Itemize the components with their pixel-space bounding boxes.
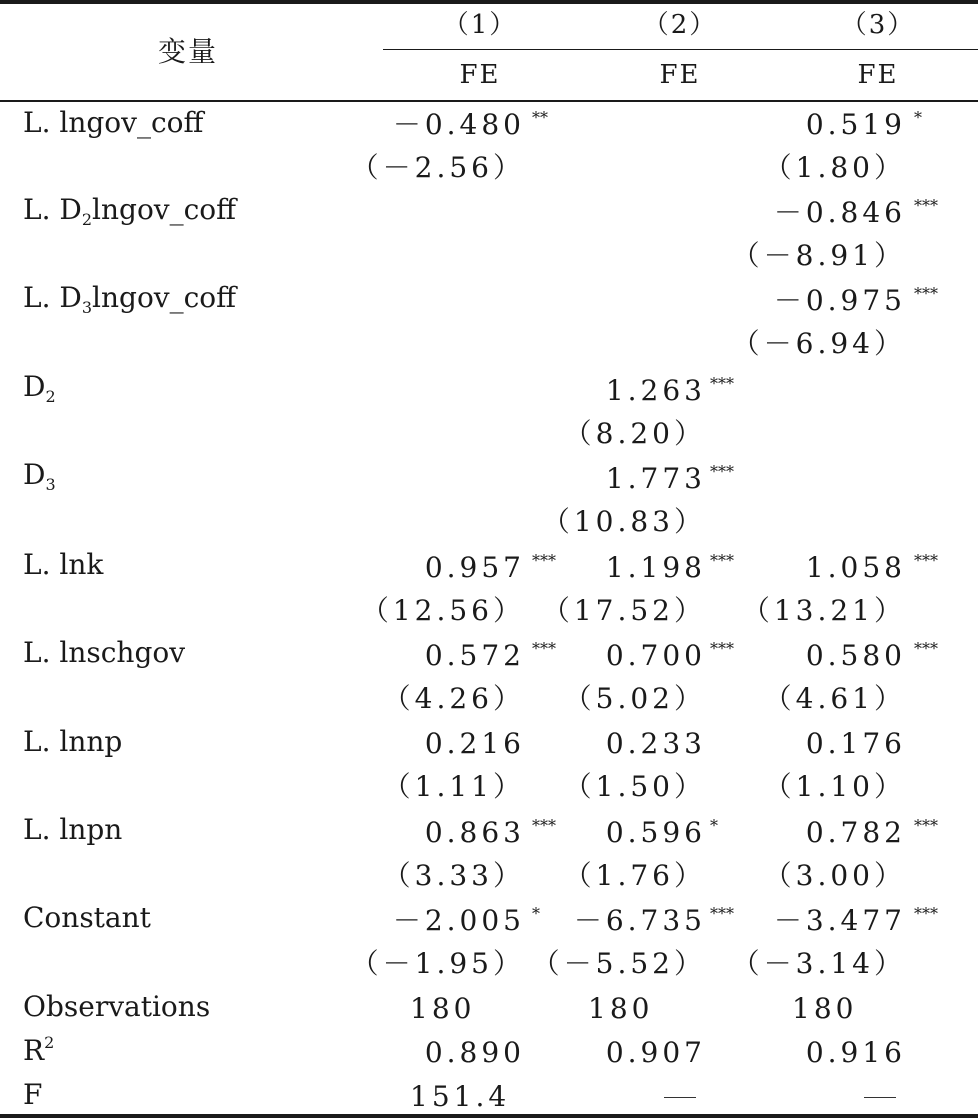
coef-cell: －0.480 — [392, 108, 525, 141]
row-label-constant: Constant — [23, 901, 151, 934]
coef-cell: 1.058 — [805, 551, 906, 584]
row-label-observations: Observations — [23, 990, 211, 1023]
significance-stars: *** — [914, 284, 938, 303]
coef-cell: 0.176 — [805, 727, 906, 760]
significance-stars: *** — [532, 816, 556, 835]
row-label-lngov-coff: L. lngov_coff — [23, 106, 204, 139]
significance-stars: *** — [914, 551, 938, 570]
coef-cell: 0.863 — [424, 816, 525, 849]
coef-cell: 1.263 — [605, 374, 706, 407]
row-label-d2-lngov-coff: L. $D_2lngov\_coff$ — [23, 193, 237, 229]
t-stat-cell: （－1.95） — [350, 947, 525, 980]
r-squared-cell: 0.890 — [424, 1036, 525, 1069]
significance-stars: *** — [710, 551, 734, 570]
column-number-2: （2） — [642, 10, 718, 40]
t-stat-cell: （1.76） — [563, 859, 706, 892]
t-stat-cell: （3.33） — [382, 859, 525, 892]
observations-cell: 180 — [588, 992, 654, 1025]
t-stat-cell: （1.11） — [382, 770, 525, 803]
t-stat-cell: （1.80） — [763, 151, 906, 184]
coef-cell: 0.519 — [805, 108, 906, 141]
observations-cell: 180 — [410, 992, 476, 1025]
r-squared-cell: 0.916 — [805, 1036, 906, 1069]
observations-cell: 180 — [792, 992, 858, 1025]
t-stat-cell: （4.61） — [763, 682, 906, 715]
significance-stars: ** — [532, 108, 548, 127]
significance-stars: * — [914, 108, 922, 127]
header-bottom-rule — [0, 100, 978, 102]
variable-header: 变量 — [158, 35, 219, 68]
row-label-lnk: L. lnk — [23, 548, 104, 581]
t-stat-cell: （－6.94） — [731, 327, 906, 360]
significance-stars: * — [710, 816, 718, 835]
r-squared-cell: 0.907 — [605, 1036, 706, 1069]
significance-stars: * — [532, 904, 540, 923]
significance-stars: *** — [710, 639, 734, 658]
coef-cell: －6.735 — [573, 904, 706, 937]
empty-cell-dash — [664, 1097, 696, 1098]
t-stat-cell: （12.56） — [360, 594, 525, 627]
t-stat-cell: （3.00） — [763, 859, 906, 892]
coef-cell: 0.596 — [605, 816, 706, 849]
top-rule — [0, 0, 978, 4]
t-stat-cell: （－5.52） — [531, 947, 706, 980]
bottom-rule — [0, 1114, 978, 1118]
row-label-lnpn: L. lnpn — [23, 813, 123, 846]
significance-stars: *** — [532, 639, 556, 658]
coef-cell: 0.233 — [605, 727, 706, 760]
empty-cell-dash — [864, 1097, 896, 1098]
t-stat-cell: （13.21） — [741, 594, 906, 627]
header-sub-rule — [383, 49, 978, 50]
coef-cell: 0.216 — [424, 727, 525, 760]
significance-stars: *** — [710, 904, 734, 923]
t-stat-cell: （1.10） — [763, 770, 906, 803]
t-stat-cell: （10.83） — [541, 505, 706, 538]
coef-cell: 0.572 — [424, 639, 525, 672]
row-label-lnschgov: L. lnschgov — [23, 636, 186, 669]
coef-cell: －3.477 — [773, 904, 906, 937]
row-label-f: F — [23, 1078, 43, 1111]
row-label-d3-lngov-coff: L. $D_3lngov\_coff$ — [23, 281, 237, 317]
coef-cell: －0.975 — [773, 284, 906, 317]
coef-cell: 0.580 — [805, 639, 906, 672]
coef-cell: 0.782 — [805, 816, 906, 849]
row-label-d2: $D_2$ — [23, 370, 56, 406]
coef-cell: 1.773 — [605, 462, 706, 495]
column-number-3: （3） — [840, 10, 916, 40]
t-stat-cell: （4.26） — [382, 682, 525, 715]
significance-stars: *** — [914, 904, 938, 923]
significance-stars: *** — [914, 639, 938, 658]
model-label-1: FE — [459, 60, 501, 90]
f-stat-cell: 151.4 — [410, 1080, 511, 1113]
t-stat-cell: （－8.91） — [731, 239, 906, 272]
coef-cell: 0.957 — [424, 551, 525, 584]
significance-stars: *** — [914, 816, 938, 835]
t-stat-cell: （－3.14） — [731, 947, 906, 980]
coef-cell: 0.700 — [605, 639, 706, 672]
row-label-r-squared: $R^2$ — [23, 1033, 55, 1067]
significance-stars: *** — [710, 462, 734, 481]
coef-cell: 1.198 — [605, 551, 706, 584]
t-stat-cell: （17.52） — [541, 594, 706, 627]
column-number-1: （1） — [442, 10, 518, 40]
coef-cell: －2.005 — [392, 904, 525, 937]
row-label-d3: $D_3$ — [23, 458, 56, 494]
significance-stars: *** — [710, 374, 734, 393]
t-stat-cell: （－2.56） — [350, 151, 525, 184]
t-stat-cell: （8.20） — [563, 417, 706, 450]
significance-stars: *** — [532, 551, 556, 570]
model-label-3: FE — [857, 60, 899, 90]
significance-stars: *** — [914, 196, 938, 215]
coef-cell: －0.846 — [773, 196, 906, 229]
t-stat-cell: （5.02） — [563, 682, 706, 715]
model-label-2: FE — [659, 60, 701, 90]
t-stat-cell: （1.50） — [563, 770, 706, 803]
row-label-lnnp: L. lnnp — [23, 725, 123, 758]
